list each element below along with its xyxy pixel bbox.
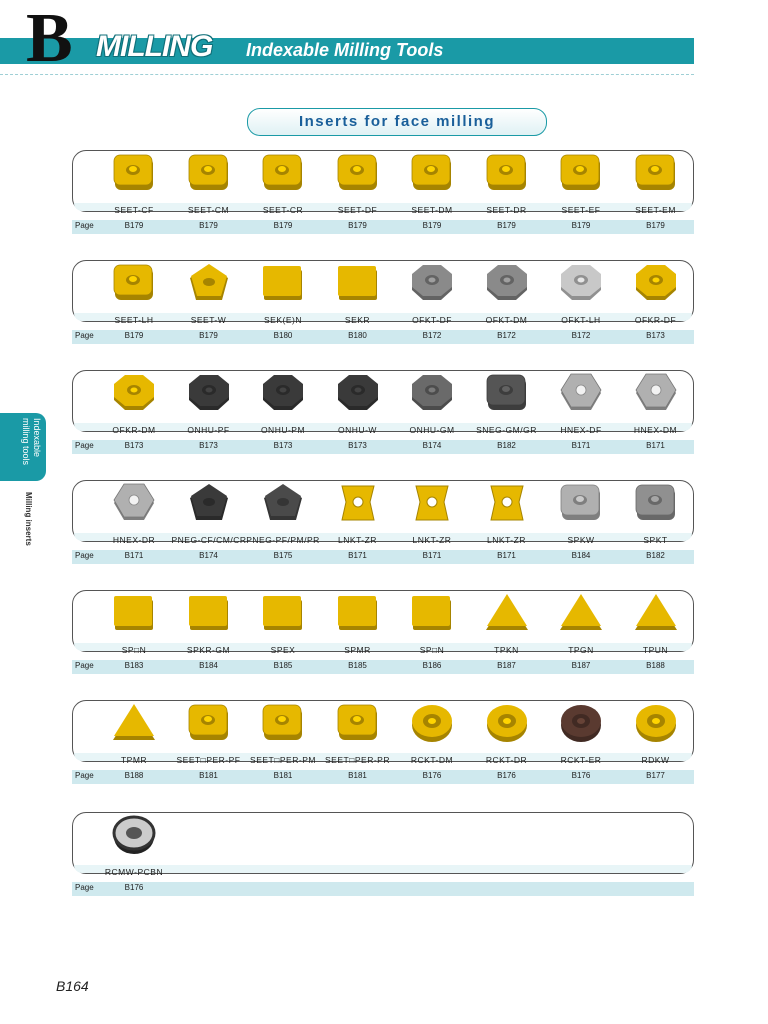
insert-page-link[interactable]: B171: [422, 551, 442, 560]
insert-name: PNEG-PF/PM/PR: [246, 535, 320, 545]
insert-page-link[interactable]: B171: [124, 551, 144, 560]
insert-row: [72, 260, 694, 346]
insert-image-icon: [557, 262, 605, 304]
insert-image-icon: [334, 152, 382, 194]
insert-page-link[interactable]: B179: [273, 221, 293, 230]
insert-name: SEET□PER-PR: [325, 755, 390, 765]
insert-hnex-dr[interactable]: [97, 482, 171, 524]
insert-spmr[interactable]: [321, 592, 395, 634]
insert-rdkw[interactable]: [619, 702, 693, 744]
insert-page-link[interactable]: B179: [571, 221, 591, 230]
insert-page-link[interactable]: B176: [571, 771, 591, 780]
insert-name: SEET-CM: [187, 205, 230, 215]
insert-name: TPUN: [642, 645, 669, 655]
insert-page-link[interactable]: B181: [273, 771, 293, 780]
insert-page-link[interactable]: B186: [422, 661, 442, 670]
page-ref-label: Page: [75, 331, 94, 340]
insert-spkw[interactable]: [544, 482, 618, 524]
insert-image-icon: [408, 702, 456, 744]
insert-image-icon: [334, 702, 382, 744]
page-ref-label: Page: [75, 883, 94, 892]
insert-tpmr[interactable]: [97, 702, 171, 744]
insert-page-link[interactable]: B172: [497, 331, 516, 340]
insert-page-link[interactable]: B173: [646, 331, 665, 340]
insert-tpkn[interactable]: [470, 592, 544, 634]
insert-hnex-dm[interactable]: [619, 372, 693, 414]
insert-seet-cm[interactable]: [172, 152, 246, 194]
insert-page-link[interactable]: B171: [571, 441, 591, 450]
insert-image-icon: [408, 152, 456, 194]
insert-name: SEET□PER-PF: [176, 755, 241, 765]
insert-page-link[interactable]: B177: [646, 771, 665, 780]
insert-name: HNEX-DF: [560, 425, 602, 435]
insert-image-icon: [334, 262, 382, 304]
insert-image-icon: [408, 482, 456, 524]
insert-page-link[interactable]: B183: [124, 661, 144, 670]
insert-tpun[interactable]: [619, 592, 693, 634]
insert-name: TPGN: [568, 645, 594, 655]
insert-image-icon: [408, 372, 456, 414]
insert-name: SEET-DR: [486, 205, 527, 215]
insert-name: LNKT-ZR: [487, 535, 526, 545]
insert-name: RCKT-ER: [560, 755, 602, 765]
insert-seet-df[interactable]: [321, 152, 395, 194]
insert-name: SEET-DM: [411, 205, 453, 215]
insert-name: SEET-LH: [114, 315, 154, 325]
insert-image-icon: [334, 592, 382, 634]
insert-image-icon: [110, 592, 158, 634]
insert-name: SNEG-GM/GR: [476, 425, 537, 435]
insert-name: SP□N: [419, 645, 445, 655]
insert-page-link[interactable]: B181: [199, 771, 218, 780]
insert-page-link[interactable]: B173: [124, 441, 144, 450]
section-title: MILLING: [96, 30, 213, 63]
insert-image-icon: [259, 482, 307, 524]
insert-name: SPMR: [344, 645, 371, 655]
insert-page-link[interactable]: B176: [497, 771, 516, 780]
insert-page-link[interactable]: B179: [124, 221, 144, 230]
insert-ofkr-dm[interactable]: [97, 372, 171, 414]
insert-page-link[interactable]: B185: [273, 661, 293, 670]
insert-page-link[interactable]: B188: [646, 661, 665, 670]
insert-image-icon: [632, 152, 680, 194]
insert-name: SEET-W: [190, 315, 227, 325]
insert-name: OFKR-DM: [112, 425, 156, 435]
insert-page-link[interactable]: B176: [124, 883, 144, 892]
insert-spex[interactable]: [246, 592, 320, 634]
insert-page-link[interactable]: B179: [646, 221, 665, 230]
insert-name: SEKR: [344, 315, 371, 325]
insert-image-icon: [557, 372, 605, 414]
page-ref-label: Page: [75, 441, 94, 450]
insert-seet-em[interactable]: [619, 152, 693, 194]
side-sub-label: Milling inserts: [24, 492, 33, 546]
insert-ofkt-df[interactable]: [395, 262, 469, 304]
insert-image-icon: [483, 372, 531, 414]
insert-name: RCKT-DM: [410, 755, 454, 765]
insert-pneg-cf-cm-cr[interactable]: [172, 482, 246, 524]
insert-ofkr-df[interactable]: [619, 262, 693, 304]
insert-lnkt-zr[interactable]: [321, 482, 395, 524]
insert-rckt-dm[interactable]: [395, 702, 469, 744]
insert-seet-w[interactable]: [172, 262, 246, 304]
insert-name: SEET-CR: [262, 205, 304, 215]
insert-page-link[interactable]: B174: [422, 441, 442, 450]
insert-name: OFKT-DF: [412, 315, 452, 325]
page-ref-bar: [72, 330, 694, 344]
insert-row: [72, 812, 694, 898]
insert-name: OFKR-DF: [634, 315, 677, 325]
insert-name: PNEG-CF/CM/CR: [171, 535, 247, 545]
insert-seet-cr[interactable]: [246, 152, 320, 194]
insert-rckt-dr[interactable]: [470, 702, 544, 744]
insert-page-link[interactable]: B181: [348, 771, 367, 780]
page-ref-bar: [72, 220, 694, 234]
insert-image-icon: [185, 482, 233, 524]
insert-page-link[interactable]: B182: [646, 551, 665, 560]
insert-image-icon: [483, 592, 531, 634]
insert-page-link[interactable]: B172: [422, 331, 442, 340]
insert-lnkt-zr[interactable]: [470, 482, 544, 524]
insert-image-icon: [483, 262, 531, 304]
insert-seet-cf[interactable]: [97, 152, 171, 194]
page-ref-label: Page: [75, 661, 94, 670]
insert-seet-per-pm[interactable]: [246, 702, 320, 744]
insert-page-link[interactable]: B179: [348, 221, 367, 230]
insert-image-icon: [110, 702, 158, 744]
insert-row: [72, 590, 694, 676]
insert-tpgn[interactable]: [544, 592, 618, 634]
insert-name: ONHU-W: [338, 425, 377, 435]
insert-image-icon: [185, 262, 233, 304]
insert-image-icon: [259, 702, 307, 744]
insert-name: SEK(E)N: [264, 315, 302, 325]
insert-name: SEET□PER-PM: [250, 755, 316, 765]
insert-image-icon: [632, 592, 680, 634]
page-ref-label: Page: [75, 771, 94, 780]
insert-image-icon: [483, 152, 531, 194]
insert-name: RDKW: [641, 755, 670, 765]
insert-onhu-gm[interactable]: [395, 372, 469, 414]
insert-page-link[interactable]: B187: [497, 661, 516, 670]
insert-image-icon: [557, 702, 605, 744]
insert-row: [72, 150, 694, 236]
section-letter: B: [26, 0, 71, 77]
insert-name: HNEX-DM: [633, 425, 678, 435]
insert-page-link[interactable]: B179: [199, 331, 218, 340]
side-tab-label: Indexable milling tools: [21, 418, 42, 466]
insert-seet-ef[interactable]: [544, 152, 618, 194]
insert-page-link[interactable]: B179: [199, 221, 218, 230]
insert-page-link[interactable]: B187: [571, 661, 591, 670]
insert-seet-lh[interactable]: [97, 262, 171, 304]
insert-onhu-pm[interactable]: [246, 372, 320, 414]
insert-image-icon: [557, 592, 605, 634]
page-ref-bar: [72, 770, 694, 784]
insert-page-link[interactable]: B171: [348, 551, 367, 560]
page-title: Inserts for face milling: [247, 108, 547, 136]
insert-name: SEET-DF: [337, 205, 378, 215]
insert-page-link[interactable]: B184: [571, 551, 591, 560]
insert-image-icon: [259, 592, 307, 634]
insert-image-icon: [110, 814, 158, 856]
insert-image-icon: [110, 262, 158, 304]
insert-page-link[interactable]: B173: [348, 441, 367, 450]
insert-image-icon: [483, 702, 531, 744]
insert-seet-dm[interactable]: [395, 152, 469, 194]
page-ref-label: Page: [75, 221, 94, 230]
insert-hnex-df[interactable]: [544, 372, 618, 414]
insert-page-link[interactable]: B185: [348, 661, 367, 670]
insert-name: LNKT-ZR: [338, 535, 377, 545]
insert-image-icon: [185, 152, 233, 194]
insert-row: [72, 480, 694, 566]
insert-name: TPKN: [494, 645, 519, 655]
insert-page-link[interactable]: B176: [422, 771, 442, 780]
insert-image-icon: [110, 152, 158, 194]
insert-page-link[interactable]: B179: [422, 221, 442, 230]
insert-ofkt-dm[interactable]: [470, 262, 544, 304]
insert-name: RCKT-DR: [485, 755, 528, 765]
insert-name: ONHU-GM: [409, 425, 455, 435]
page-number: B164: [56, 978, 89, 994]
insert-page-link[interactable]: B173: [273, 441, 293, 450]
insert-image-icon: [557, 152, 605, 194]
insert-name: SP□N: [121, 645, 147, 655]
insert-lnkt-zr[interactable]: [395, 482, 469, 524]
insert-page-link[interactable]: B173: [199, 441, 218, 450]
insert-image-icon: [185, 702, 233, 744]
insert-name: SPEX: [270, 645, 296, 655]
page-ref-bar: [72, 550, 694, 564]
insert-pneg-pf-pm-pr[interactable]: [246, 482, 320, 524]
insert-seet-dr[interactable]: [470, 152, 544, 194]
insert-image-icon: [259, 372, 307, 414]
insert-name: SPKR-GM: [186, 645, 231, 655]
header-divider: [0, 74, 694, 75]
insert-name: RCMW-PCBN: [104, 867, 164, 877]
insert-seet-per-pr[interactable]: [321, 702, 395, 744]
insert-onhu-pf[interactable]: [172, 372, 246, 414]
insert-name: ONHU-PM: [260, 425, 306, 435]
insert-name: TPMR: [120, 755, 148, 765]
insert-page-link[interactable]: B184: [199, 661, 218, 670]
page-ref-bar: [72, 882, 694, 896]
insert-sek-e-n[interactable]: [246, 262, 320, 304]
insert-image-icon: [557, 482, 605, 524]
insert-page-link[interactable]: B180: [273, 331, 293, 340]
insert-onhu-w[interactable]: [321, 372, 395, 414]
insert-spkt[interactable]: [619, 482, 693, 524]
insert-name: OFKT-DM: [485, 315, 528, 325]
insert-image-icon: [334, 372, 382, 414]
insert-image-icon: [185, 592, 233, 634]
insert-image-icon: [110, 482, 158, 524]
insert-name: SEET-CF: [114, 205, 154, 215]
insert-ofkt-lh[interactable]: [544, 262, 618, 304]
insert-image-icon: [632, 262, 680, 304]
insert-page-link[interactable]: B179: [497, 221, 516, 230]
insert-image-icon: [185, 372, 233, 414]
insert-rckt-er[interactable]: [544, 702, 618, 744]
page-ref-bar: [72, 440, 694, 454]
insert-page-link[interactable]: B171: [646, 441, 665, 450]
insert-sp-n[interactable]: [97, 592, 171, 634]
insert-image-icon: [110, 372, 158, 414]
insert-page-link[interactable]: B174: [199, 551, 218, 560]
page-ref-label: Page: [75, 551, 94, 560]
insert-row: [72, 370, 694, 456]
insert-page-link[interactable]: B175: [273, 551, 293, 560]
page-ref-bar: [72, 660, 694, 674]
insert-name: OFKT-LH: [561, 315, 601, 325]
insert-page-link[interactable]: B180: [348, 331, 367, 340]
insert-page-link[interactable]: B182: [497, 441, 516, 450]
insert-page-link[interactable]: B188: [124, 771, 144, 780]
insert-image-icon: [483, 482, 531, 524]
insert-name: SEET-EF: [561, 205, 601, 215]
insert-name: HNEX-DR: [112, 535, 156, 545]
insert-image-icon: [259, 262, 307, 304]
insert-image-icon: [632, 482, 680, 524]
insert-sneg-gm-gr[interactable]: [470, 372, 544, 414]
insert-page-link[interactable]: B179: [124, 331, 144, 340]
insert-image-icon: [632, 372, 680, 414]
insert-image-icon: [334, 482, 382, 524]
insert-image-icon: [632, 702, 680, 744]
insert-name: LNKT-ZR: [412, 535, 452, 545]
insert-image-icon: [259, 152, 307, 194]
section-subtitle: Indexable Milling Tools: [246, 40, 444, 60]
insert-name: SEET-EM: [635, 205, 676, 215]
insert-rcmw-pcbn[interactable]: [97, 814, 171, 856]
insert-page-link[interactable]: B171: [497, 551, 516, 560]
insert-spkr-gm[interactable]: [172, 592, 246, 634]
insert-seet-per-pf[interactable]: [172, 702, 246, 744]
insert-name: ONHU-PF: [187, 425, 230, 435]
insert-name: SPKW: [567, 535, 595, 545]
insert-name: SPKT: [643, 535, 668, 545]
insert-sp-n[interactable]: [395, 592, 469, 634]
insert-image-icon: [408, 592, 456, 634]
insert-image-icon: [408, 262, 456, 304]
insert-row: [72, 700, 694, 786]
insert-sekr[interactable]: [321, 262, 395, 304]
insert-page-link[interactable]: B172: [571, 331, 591, 340]
